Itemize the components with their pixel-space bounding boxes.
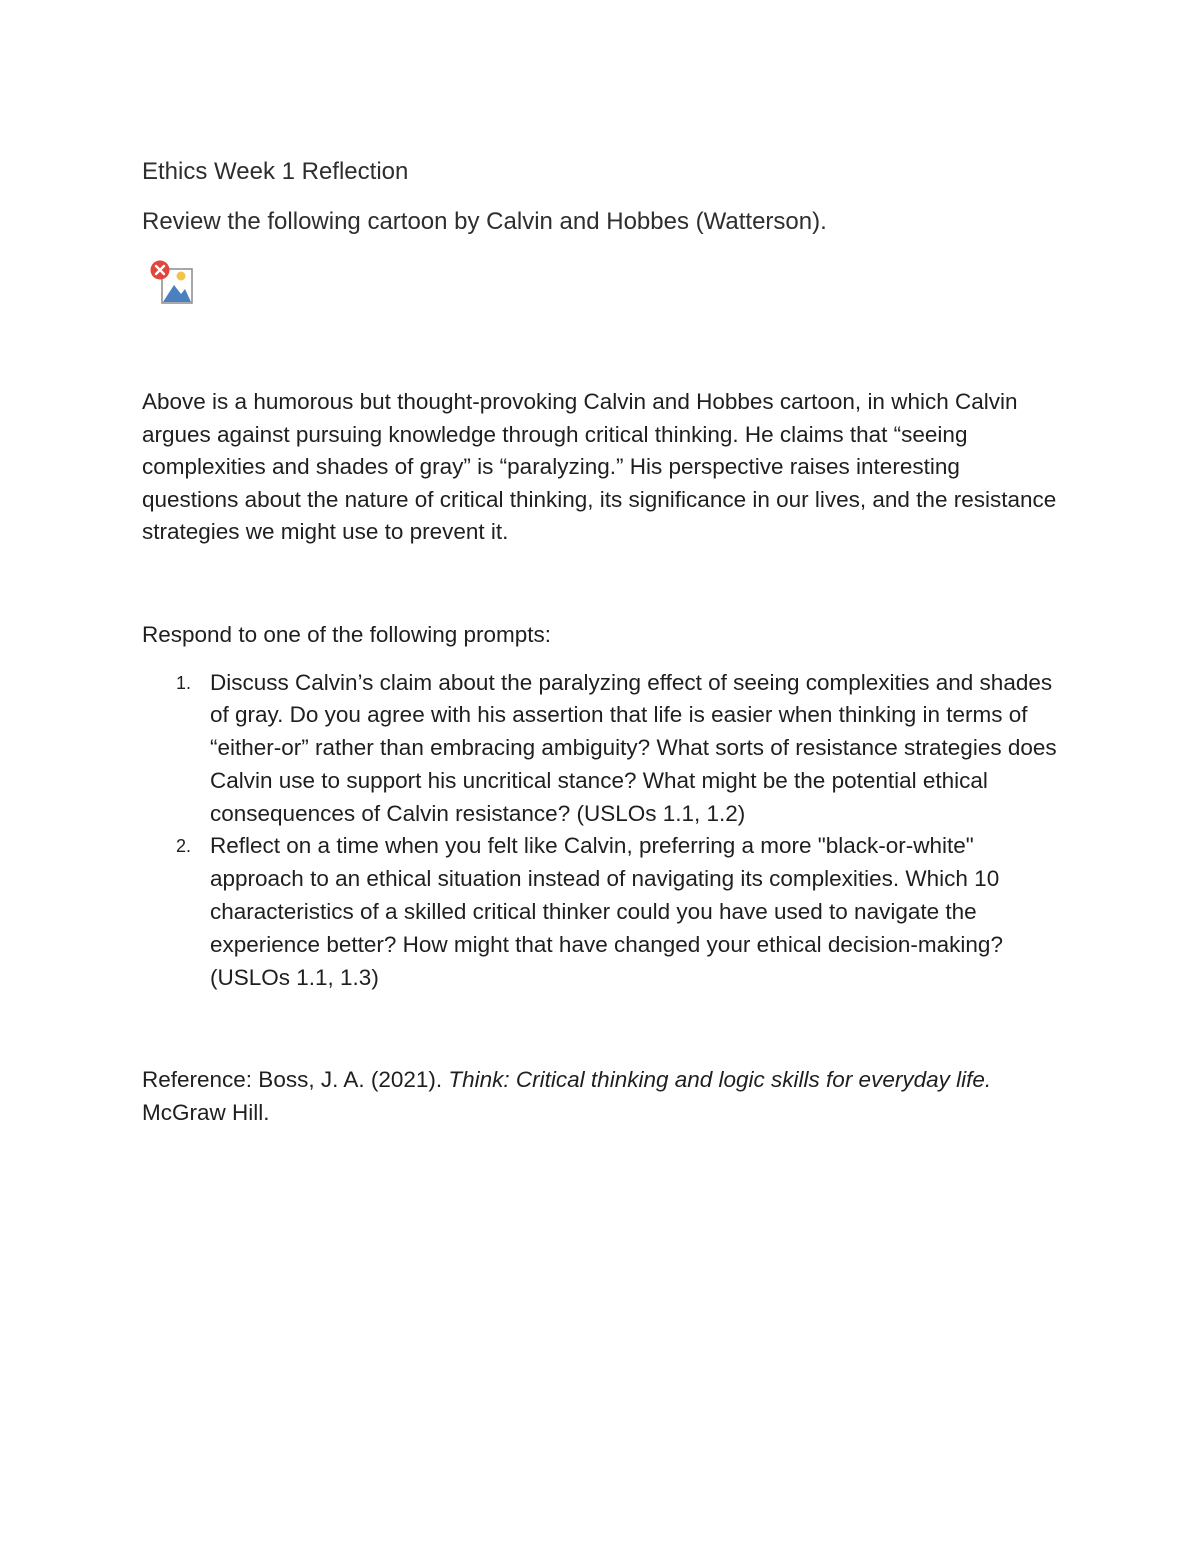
prompt-list bbox=[142, 667, 1062, 995]
page-title: Ethics Week 1 Reflection bbox=[142, 158, 409, 185]
document-page bbox=[142, 156, 1062, 1129]
reference bbox=[142, 1064, 1022, 1129]
intro-text: Review the following cartoon by Calvin and Hobbes (Watterson). bbox=[142, 208, 827, 235]
list-text: Discuss Calvin’s claim about the paralyzing effect of seeing complexities and shades of gray. Do you agree with his assertion that life is easier when thinking in terms of “either-or” rather than embracing ambiguity? What sorts of resistance strategies does Calvin use to support his uncritical stance? What might be the potential ethical consequences of Calvin resistance? (USLOs 1.1, 1.2) bbox=[210, 669, 1057, 826]
reference-book-title: Think: Critical thinking and logic skills for everyday life. bbox=[448, 1067, 992, 1093]
list-item bbox=[142, 667, 1062, 831]
broken-image-icon bbox=[150, 260, 194, 306]
reference-publisher: McGraw Hill. bbox=[142, 1099, 270, 1125]
body-paragraph: Above is a humorous but thought-provoking Calvin and Hobbes cartoon, in which Calvin argues against pursuing knowledge through critical thinking. He claims that “seeing complexities and shades of gray” is “paralyzing.” His perspective raises interesting questions about the nature of critical thinking, its significance in our lives, and the resistance strategies we might use to prevent it. bbox=[142, 389, 1057, 544]
list-item bbox=[142, 830, 1062, 994]
list-text: Reflect on a time when you felt like Calvin, preferring a more "black-or-white" approach to an ethical situation instead of navigating its complexities. Which 10 characteristics of a skilled critical thinker could you have used to navigate the experience better? How might that have changed your ethical decision-making? (USLOs 1.1, 1.3) bbox=[210, 833, 1003, 990]
list-number: 2. bbox=[176, 836, 192, 857]
list-number: 1. bbox=[176, 672, 192, 693]
respond-heading: Respond to one of the following prompts: bbox=[142, 621, 551, 647]
reference-prefix: Reference: Boss, J. A. (2021). bbox=[142, 1067, 449, 1093]
